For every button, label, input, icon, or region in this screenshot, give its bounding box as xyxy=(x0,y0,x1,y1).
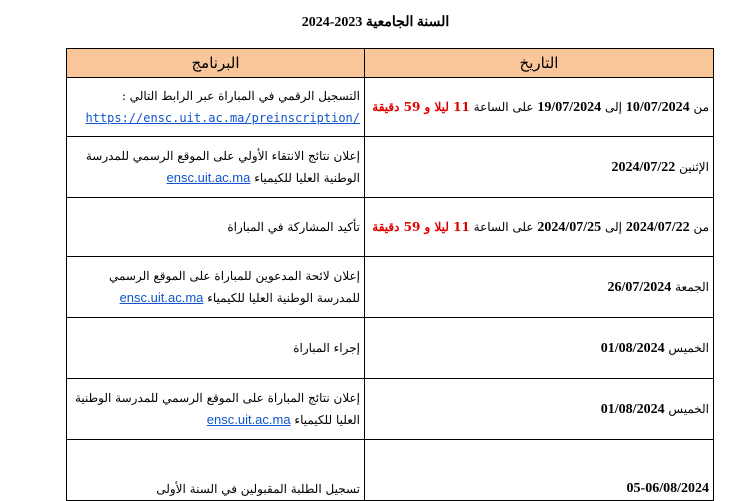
date-value: 01/08/2024 xyxy=(600,340,665,356)
date-value: 05-06/08/2024 xyxy=(626,481,709,496)
table-row xyxy=(67,137,714,198)
program-text: إعلان نتائج الانتقاء الأولي على الموقع الرسمي للمدرسة الوطنية العليا للكيمياء xyxy=(85,149,360,185)
program-text: تسجيل الطلبة المقبولين في السنة الأولى xyxy=(156,482,360,496)
table-row xyxy=(67,440,714,501)
date-cell xyxy=(365,257,714,318)
date-prefix: الجمعة xyxy=(675,279,709,294)
program-text: تأكيد المشاركة في المباراة xyxy=(227,220,360,234)
website-link[interactable]: ensc.uit.ac.ma xyxy=(206,412,291,427)
column-header-date: التاريخ xyxy=(365,49,714,78)
column-header-program: البرنامج xyxy=(67,49,365,78)
website-link[interactable]: ensc.uit.ac.ma xyxy=(166,170,251,185)
date-cell xyxy=(365,137,714,198)
date-prefix: الإثنين xyxy=(679,159,709,174)
date-prefix: الخميس xyxy=(668,340,709,355)
date-cell xyxy=(365,198,714,257)
program-cell xyxy=(67,318,365,379)
deadline-time: 11 ليلا و 59 دقيقة xyxy=(372,219,470,234)
website-link[interactable]: ensc.uit.ac.ma xyxy=(119,290,204,305)
date-to: 2024/07/25 xyxy=(537,219,602,235)
program-cell xyxy=(67,198,365,257)
date-from: 10/07/2024 xyxy=(625,99,690,115)
date-cell xyxy=(365,78,714,137)
program-cell xyxy=(67,257,365,318)
table-row xyxy=(67,198,714,257)
date-cell xyxy=(365,440,714,501)
table-row xyxy=(67,78,714,137)
program-cell xyxy=(67,78,365,137)
preinscription-link[interactable]: https://ensc.uit.ac.ma/preinscription/ xyxy=(85,111,360,125)
date-time-prefix: على الساعة xyxy=(473,99,534,114)
program-text: التسجيل الرقمي في المباراة عبر الرابط التالي : xyxy=(121,89,360,103)
program-text: إجراء المباراة xyxy=(293,341,360,355)
date-mid: إلى xyxy=(605,219,622,234)
deadline-time: 11 ليلا و 59 دقيقة xyxy=(372,99,470,114)
program-cell xyxy=(67,440,365,501)
date-to: 19/07/2024 xyxy=(537,99,602,115)
page-title: السنة الجامعية 2023-2024 xyxy=(301,15,450,30)
date-prefix: من xyxy=(693,99,709,114)
table-header-row xyxy=(67,49,714,78)
date-from: 2024/07/22 xyxy=(625,219,690,235)
date-cell xyxy=(365,318,714,379)
program-cell xyxy=(67,137,365,198)
date-prefix: الخميس xyxy=(668,401,709,416)
date-cell xyxy=(365,379,714,440)
date-value: 2024/07/22 xyxy=(611,159,676,175)
date-value: 26/07/2024 xyxy=(607,279,672,295)
program-cell xyxy=(67,379,365,440)
program-text: إعلان نتائج المباراة على الموقع الرسمي للمدرسة الوطنية العليا للكيمياء xyxy=(74,391,360,427)
schedule-table xyxy=(66,48,714,501)
table-row xyxy=(67,318,714,379)
date-value: 01/08/2024 xyxy=(600,401,665,417)
date-prefix: من xyxy=(693,219,709,234)
date-mid: إلى xyxy=(605,99,622,114)
program-text: إعلان لائحة المدعوين للمباراة على الموقع الرسمي للمدرسة الوطنية العليا للكيمياء xyxy=(108,269,360,305)
table-row xyxy=(67,379,714,440)
date-time-prefix: على الساعة xyxy=(473,219,534,234)
table-row xyxy=(67,257,714,318)
